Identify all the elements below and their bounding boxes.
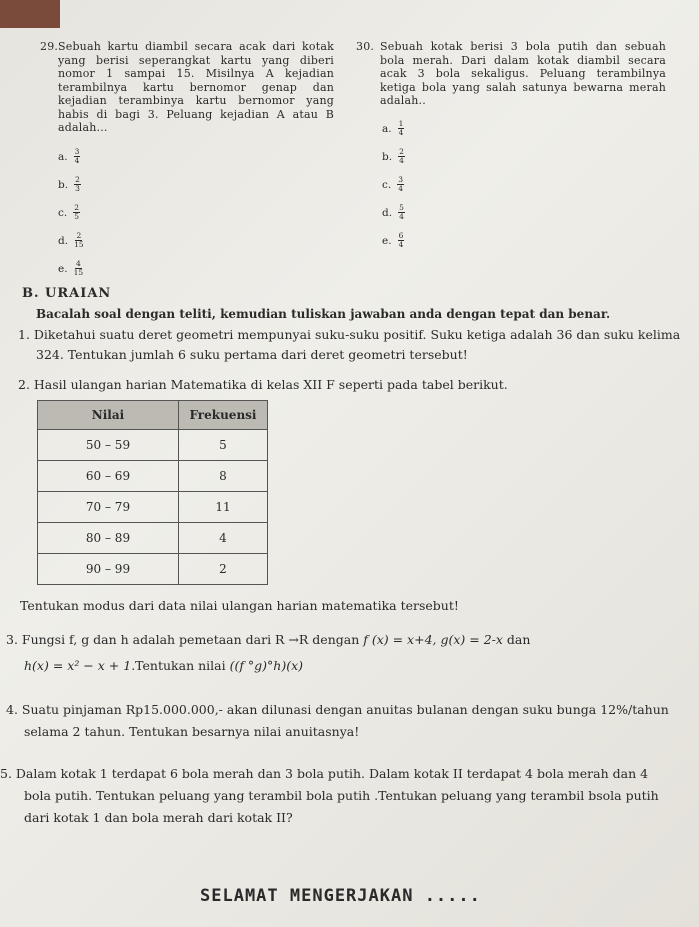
table-header-frekuensi: Frekuensi xyxy=(179,401,268,430)
option-fraction: $\frac{3}{4}$ xyxy=(74,147,80,165)
option-label: d. xyxy=(58,234,69,247)
section-b-instruction: Bacalah soal dengan teliti, kemudian tuliskan jawaban anda dengan tepat dan benar. xyxy=(36,307,611,321)
essay-q4-line1: 4. Suatu pinjaman Rp15.000.000,- akan dilunasi dengan anuitas bulanan dengan suku bunga 12%/tahun xyxy=(6,702,669,717)
essay-q4-line2: selama 2 tahun. Tentukan besarnya nilai anuitasnya! xyxy=(24,724,360,739)
q29-option-e[interactable] xyxy=(58,260,83,277)
option-label: b. xyxy=(58,178,69,191)
option-label: a. xyxy=(382,122,392,135)
table-cell-frekuensi: 2 xyxy=(179,554,268,585)
option-label: e. xyxy=(382,234,392,247)
table-cell-nilai: 80 – 89 xyxy=(38,523,179,554)
closing-message: SELAMAT MENGERJAKAN ..... xyxy=(200,886,481,906)
table-row xyxy=(38,430,268,461)
q30-text: Sebuah kotak berisi 3 bola putih dan sebuah bola merah. Dari dalam kotak diambil secara acak 3 bola sekaligus. Peluang terambilnya ketiga bola yang salah satunya bewarna merah adalah.. xyxy=(380,40,666,107)
q30-option-e[interactable] xyxy=(382,232,404,249)
q29-option-a[interactable] xyxy=(58,148,80,165)
table-row xyxy=(38,492,268,523)
option-fraction: $\frac{1}{4}$ xyxy=(398,119,404,137)
table-cell-nilai: 70 – 79 xyxy=(38,492,179,523)
option-label: e. xyxy=(58,262,68,275)
table-cell-frekuensi: 11 xyxy=(179,492,268,523)
frequency-table xyxy=(37,400,268,585)
q29-number: 29. xyxy=(40,40,59,53)
essay-q2-after: Tentukan modus dari data nilai ulangan harian matematika tersebut! xyxy=(20,598,459,613)
option-fraction: $\frac{2}{4}$ xyxy=(399,147,404,165)
option-fraction: $\frac{2}{3}$ xyxy=(75,175,80,193)
q30-option-a[interactable] xyxy=(382,120,404,137)
essay-q1-line2: 324. Tentukan jumlah 6 suku pertama dari deret geometri tersebut! xyxy=(36,347,468,362)
q30-option-d[interactable] xyxy=(382,204,405,221)
essay-q3-line1: 3. Fungsi f, g dan h adalah pemetaan dari R →R dengan f (x) = x+4, g(x) = 2-x dan xyxy=(6,632,531,647)
option-fraction: $\frac{3}{4}$ xyxy=(398,175,403,193)
section-b-title: B. URAIAN xyxy=(22,286,112,301)
table-cell-frekuensi: 8 xyxy=(179,461,268,492)
q30-option-b[interactable] xyxy=(382,148,405,165)
option-label: a. xyxy=(58,150,68,163)
option-fraction: $\frac{6}{4}$ xyxy=(398,231,404,249)
option-fraction: $\frac{2}{5}$ xyxy=(74,203,79,221)
page-corner-shadow xyxy=(0,0,60,28)
q29-text: Sebuah kartu diambil secara acak dari kotak yang berisi seperangkat kartu yang diberi nomor 1 sampai 15. Misilnya A kejadian terambilnya kartu bernomor genap dan kejadian terambinya kartu bernomor yang habis di bagi 3. Peluang kejadian A atau B adalah... xyxy=(58,40,334,134)
option-label: c. xyxy=(58,206,68,219)
table-cell-frekuensi: 5 xyxy=(179,430,268,461)
essay-q5-line2: bola putih. Tentukan peluang yang terambil bola putih .Tentukan peluang yang terambil bsola putih xyxy=(24,788,659,803)
table-cell-frekuensi: 4 xyxy=(179,523,268,554)
option-label: d. xyxy=(382,206,393,219)
q29-option-b[interactable] xyxy=(58,176,81,193)
essay-q5-line1: 5. Dalam kotak 1 terdapat 6 bola merah dan 3 bola putih. Dalam kotak II terdapat 4 bola merah dan 4 xyxy=(0,766,649,781)
q30-option-c[interactable] xyxy=(382,176,404,193)
essay-q2-line1: 2. Hasil ulangan harian Matematika di kelas XII F seperti pada tabel berikut. xyxy=(18,377,508,392)
q29-option-c[interactable] xyxy=(58,204,80,221)
q30-number: 30. xyxy=(356,40,375,53)
option-fraction: $\frac{2}{15}$ xyxy=(74,231,84,249)
table-row xyxy=(38,523,268,554)
table-header-nilai: Nilai xyxy=(38,401,179,430)
option-label: b. xyxy=(382,150,393,163)
q29-option-d[interactable] xyxy=(58,232,84,249)
essay-q3-line2: h(x) = x² − x + 1.Tentukan nilai ((f °g)°h)(x) xyxy=(24,658,304,673)
essay-q5-line3: dari kotak 1 dan bola merah dari kotak II? xyxy=(24,810,293,825)
table-row xyxy=(38,554,268,585)
table-cell-nilai: 60 – 69 xyxy=(38,461,179,492)
option-label: c. xyxy=(382,178,392,191)
table-row xyxy=(38,461,268,492)
table-cell-nilai: 50 – 59 xyxy=(38,430,179,461)
option-fraction: $\frac{4}{15}$ xyxy=(73,259,84,277)
option-fraction: $\frac{5}{4}$ xyxy=(399,203,404,221)
essay-q1-line1: 1. Diketahui suatu deret geometri mempunyai suku-suku positif. Suku ketiga adalah 36 dan suku kelima xyxy=(18,327,681,342)
table-cell-nilai: 90 – 99 xyxy=(38,554,179,585)
